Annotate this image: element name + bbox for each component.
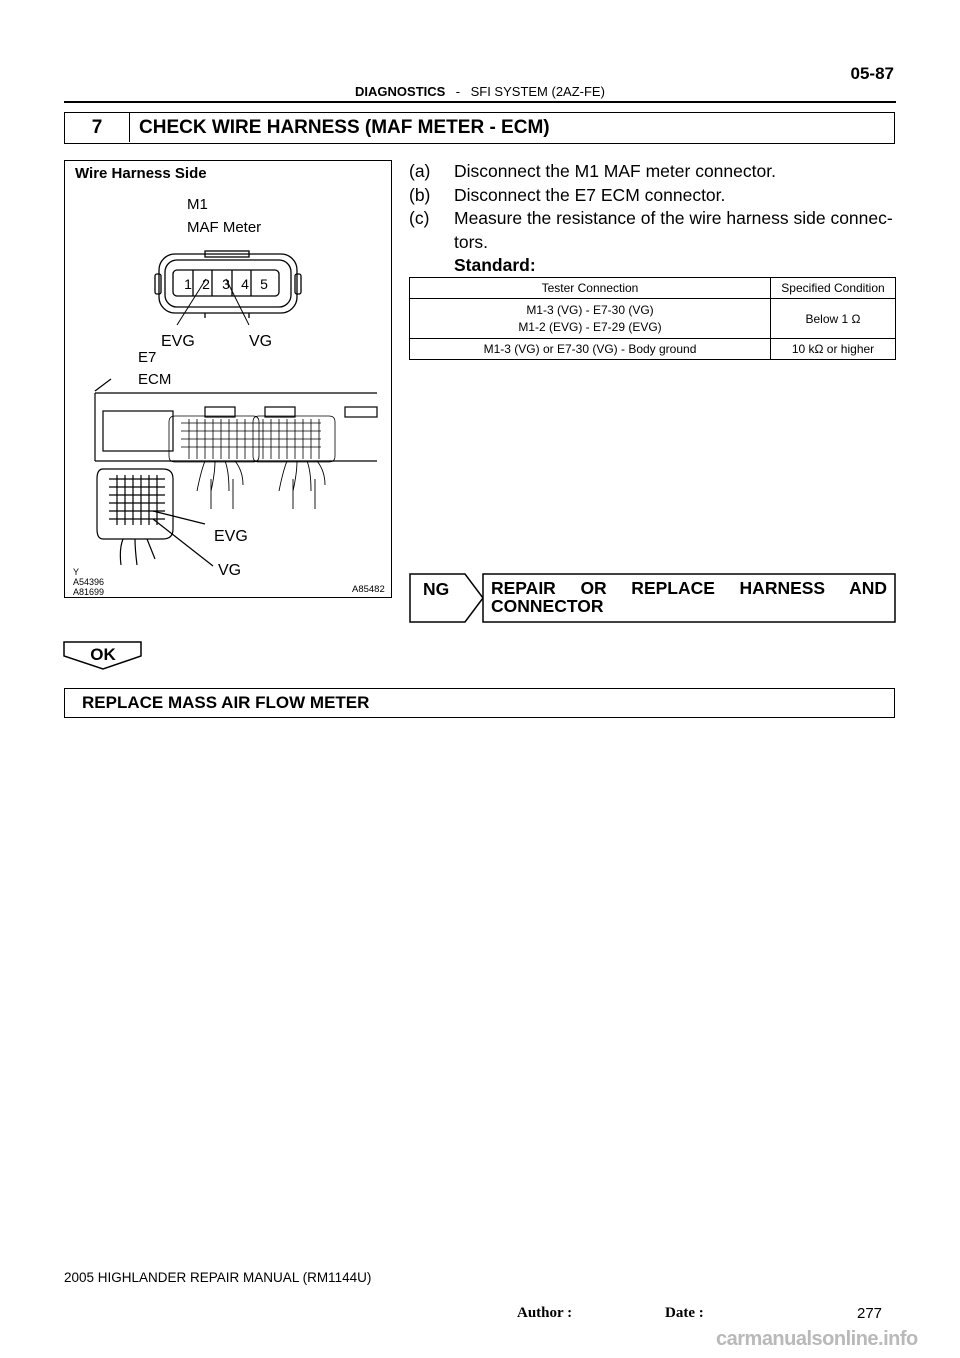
footer-page-number: 277 <box>857 1305 883 1322</box>
pin-1: 1 <box>184 276 192 292</box>
row1-connection-a: M1-3 (VG) - E7-30 (VG) <box>526 302 654 317</box>
code-a54396: A54396 <box>73 577 105 587</box>
e7-vg-label: VG <box>218 562 242 579</box>
header-separator: - <box>455 84 461 99</box>
m1-name: MAF Meter <box>187 219 262 236</box>
m1-evg-label: EVG <box>161 333 195 350</box>
th-tester-connection: Tester Connection <box>410 278 771 299</box>
row1-connection-b: M1-2 (EVG) - E7-29 (EVG) <box>518 319 662 334</box>
instruction-c-label: (c) <box>409 208 430 228</box>
step-box <box>64 112 895 144</box>
ng-action: REPAIR OR REPLACE HARNESS AND CONNECTOR <box>491 578 887 616</box>
row1-condition: Below 1 Ω <box>771 299 896 339</box>
instruction-a-label: (a) <box>409 161 431 181</box>
e7-name: ECM <box>138 371 172 388</box>
pin-5: 5 <box>260 276 268 292</box>
final-action: REPLACE MASS AIR FLOW METER <box>64 688 895 718</box>
m1-code: M1 <box>187 196 208 213</box>
instruction-a-text: Disconnect the M1 MAF meter connector. <box>454 161 776 181</box>
running-header <box>0 84 960 99</box>
instruction-b-label: (b) <box>409 184 431 205</box>
row1-connection <box>410 299 771 339</box>
step-title: CHECK WIRE HARNESS (MAF METER - ECM) <box>139 117 550 138</box>
watermark: carmanualsonline.info <box>716 1328 918 1350</box>
standard-label: Standard: <box>454 255 536 275</box>
instruction-c-line2: tors. <box>454 231 489 252</box>
instruction-b-text: Disconnect the E7 ECM connector. <box>454 184 726 205</box>
pin-3: 3 <box>222 276 230 292</box>
e7-evg-label: EVG <box>214 528 248 545</box>
code-y: Y <box>73 567 80 577</box>
row2-connection: M1-3 (VG) or E7-30 (VG) - Body ground <box>410 339 771 360</box>
page-code: 05-87 <box>850 64 894 83</box>
pin-2: 2 <box>202 276 210 292</box>
instruction-c-text <box>454 207 899 278</box>
figure-id: A85482 <box>352 584 385 595</box>
code-a81699: A81699 <box>73 587 105 597</box>
ecm-connector-grids <box>169 416 335 462</box>
spec-table <box>409 277 896 360</box>
connector-illustration <box>65 161 391 597</box>
pin-4: 4 <box>241 276 249 292</box>
header-system: SFI SYSTEM (2AZ-FE) <box>470 84 605 99</box>
instruction-b <box>409 184 899 208</box>
e7-code: E7 <box>138 349 157 366</box>
header-section: DIAGNOSTICS <box>355 84 446 99</box>
instruction-c-line1: Measure the resistance of the wire harness side connec- <box>454 208 893 228</box>
header-rule <box>64 101 896 103</box>
wiring-figure <box>64 160 392 598</box>
ecm-wires <box>197 461 325 509</box>
th-specified-condition: Specified Condition <box>771 278 896 299</box>
row2-condition: 10 kΩ or higher <box>771 339 896 360</box>
m1-vg-label: VG <box>249 333 273 350</box>
instruction-a <box>409 160 899 184</box>
ok-label: OK <box>90 645 116 664</box>
footer-manual: 2005 HIGHLANDER REPAIR MANUAL (RM1144U) <box>64 1270 372 1285</box>
step-number: 7 <box>65 113 130 142</box>
instruction-list <box>409 160 899 278</box>
instruction-c <box>409 207 899 278</box>
footer-date-label: Date : <box>665 1305 704 1321</box>
ng-label: NG <box>423 579 450 599</box>
figure-heading: Wire Harness Side <box>75 165 207 182</box>
footer-author-label: Author : <box>517 1305 573 1321</box>
e7-connector <box>97 469 213 566</box>
